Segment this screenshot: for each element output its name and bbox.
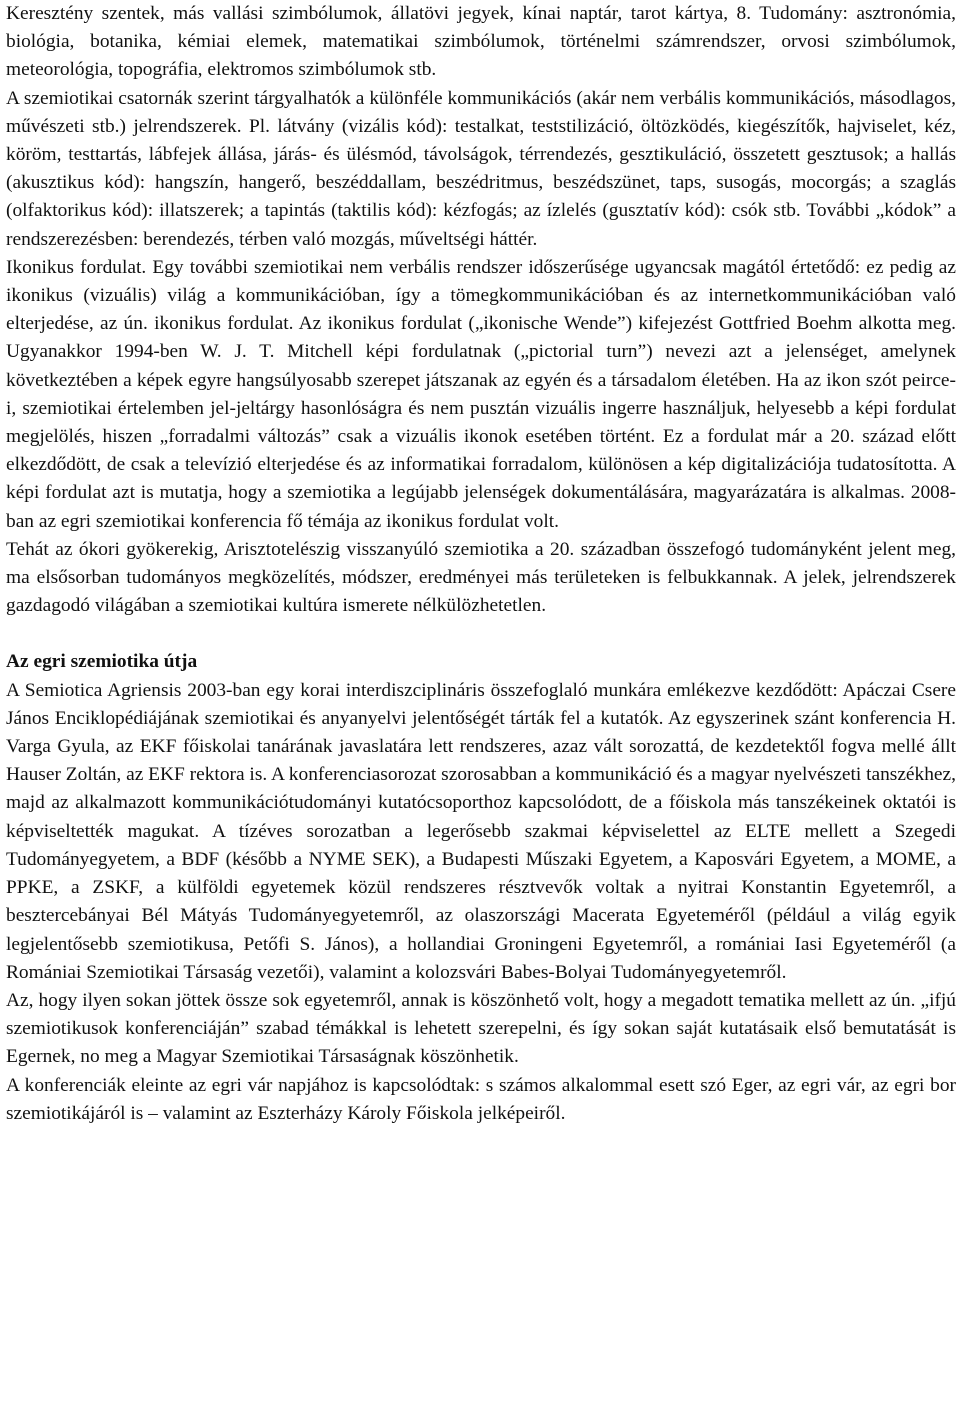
document-page	[6, 0, 956, 1128]
paragraph-eger-castle: A konferenciák eleinte az egri vár napjához is kapcsolódtak: s számos alkalommal esett szó Eger, az egri vár, az egri bor szemiotikájáról is – valamint az Eszterházy Károly Főiskola jelképeiről.	[6, 1074, 956, 1124]
paragraph-universities: Az, hogy ilyen sokan jöttek össze sok egyetemről, annak is köszönhető volt, hogy a megadott tematika mellett az ún. „ifjú szemiotikusok konferenciáján” szabad témákkal is lehetett szerepelni, és így sokan saját kutatásaik első bemutatását is Egernek, no meg a Magyar Szemiotikai Társaságnak köszönhetik.	[6, 989, 956, 1068]
section-spacer	[6, 620, 956, 648]
paragraph-symbol-categories: Keresztény szentek, más vallási szimbólumok, állatövi jegyek, kínai naptár, tarot kártya, 8. Tudomány: asztronómia, biológia, botanika, kémiai elemek, matematikai szimbólumok, történelmi számrendszer, orvosi szimbólumok, meteorológia, topográfia, elektromos szimbólumok stb.	[6, 3, 956, 81]
paragraph-iconic-turn: Ikonikus fordulat. Egy további szemiotikai nem verbális rendszer időszerűsége ugyancsak magától értetődő: ez pedig az ikonikus (vizuális) világ a kommunikációban, így a tömegkommunikációban és az internetkommunikációban való elterjedése, az ún. ikonikus fordulat. Az ikonikus fordulat („ikonische Wende”) kifejezést Gottfried Boehm alkotta meg. Ugyanakkor 1994-ben W. J. T. Mitchell képi fordulatnak („pictorial turn”) nevezi azt a jelenséget, amelynek következtében a képek egyre hangsúlyosabb szerepet játszanak az egyén és a társadalom életében. Ha az ikon szót peirce-i, szemiotikai értelemben jel-jeltárgy hasonlóságra és nem pusztán vizuális ingerre használjuk, helyesebb a képi fordulat megjelölés, hiszen „forradalmi változás” csak a vizuális ikonok esetében történt. Ez a fordulat már a 20. század előtt elkezdődött, de csak a televízió elterjedése és az informatikai forradalom, különösen a kép digitalizációja tudatosította. A képi fordulat azt is mutatja, hogy a szemiotika a legújabb jelenségek dokumentálására, magyarázatára is alkalmas. 2008-ban az egri szemiotikai konferencia fő témája az ikonikus fordulat volt.	[6, 256, 956, 532]
section-heading: Az egri szemiotika útja	[6, 651, 198, 673]
paragraph-semiotica-agriensis: A Semiotica Agriensis 2003-ban egy korai interdiszciplináris összefoglaló munkára emlékezve kezdődött: Apáczai Csere János Enciklopédiájának szemiotikai és anyanyelvi jelentőségét tárták fel a kutatók. Az egyszerinek szánt konferencia H. Varga Gyula, az EKF főiskolai tanárának javaslatára lett rendszeres, azaz vált sorozattá, de kezdetektől fogva mellé állt Hauser Zoltán, az EKF rektora is. A konferenciasorozat szorosabban a kommunikáció és a magyar nyelvészeti tanszékhez, majd az alkalmazott kommunikációtudományi kutatócsoporthoz kapcsolódott, de a főiskola más tanszékeinek oktatói is képviseltették magukat. A tízéves sorozatban a legerősebb szakmai képviselettel az ELTE mellett a Szegedi Tudományegyetem, a BDF (később a NYME SEK), a Budapesti Műszaki Egyetem, a Kaposvári Egyetem, a MOME, a PPKE, a ZSKF, a külföldi egyetemek közül rendszeres résztvevők voltak a nyitrai Konstantin Egyetemről, a besztercebányai Bél Mátyás Tudományegyetemről, az olaszországi Macerata Egyeteméről (például a világ egyik legjelentősebb szemiotikusa, Petőfi S. János), a hollandiai Groningeni Egyetemről, a romániai Iasi Egyeteméről (a Romániai Szemiotikai Társaság vezetői), valamint a kolozsvári Babes-Bolyai Tudományegyetemről.	[6, 679, 956, 983]
paragraph-semiotics-summary: Tehát az ókori gyökerekig, Arisztotelészig visszanyúló szemiotika a 20. században összefogó tudományként jelent meg, ma elsősorban tudományos megközelítés, módszer, eredményei más területeken is felbukkannak. A jelek, jelrendszerek gazdagodó világában a szemiotikai kultúra ismerete nélkülözhetetlen.	[6, 538, 956, 617]
paragraph-semiotic-channels: A szemiotikai csatornák szerint tárgyalhatók a különféle kommunikációs (akár nem verbális kommunikációs, másodlagos, művészeti stb.) jelrendszerek. Pl. látvány (vizális kód): testalkat, teststilizáció, öltözködés, kiegészítők, hajviselet, kéz, köröm, testtartás, lábfejek állása, járás- és ülésmód, távolságok, térrendezés, gesztikuláció, összetett gesztusok; a hallás (akusztikus kód): hangszín, hangerő, beszéddallam, beszédritmus, beszédszünet, taps, susogás, mocorgás; a szaglás (olfaktorikus kód): illatszerek; a tapintás (taktilis kód): kézfogás; az ízlelés (gusztatív kód): csók stb. További „kódok” a rendszerezésben: berendezés, térben való mozgás, műveltségi háttér.	[6, 87, 956, 250]
